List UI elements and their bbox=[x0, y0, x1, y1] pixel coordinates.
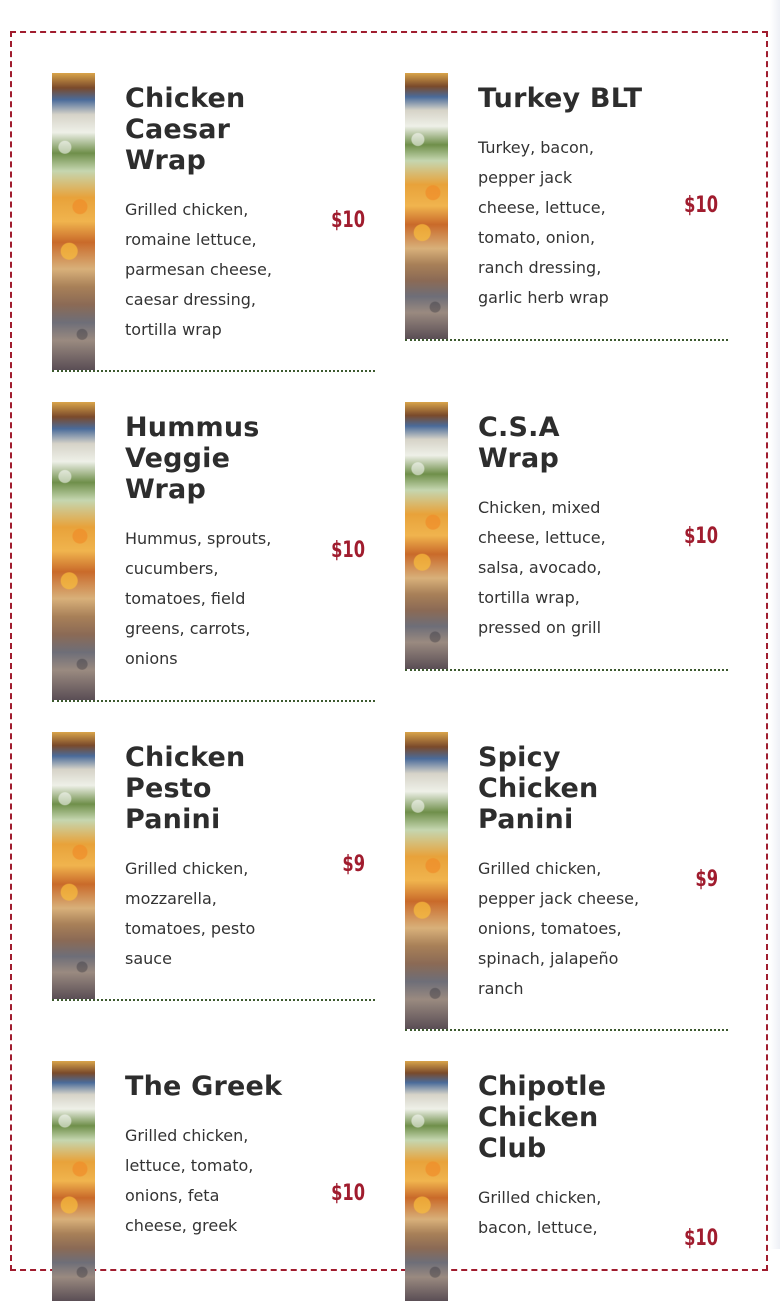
item-name: Chipotle Chicken Club bbox=[478, 1071, 607, 1164]
item-description: Chicken, mixed cheese, lettuce, salsa, avocado, tortilla wrap, pressed on grill bbox=[478, 498, 606, 637]
item-name: Hummus Veggie Wrap bbox=[125, 412, 260, 505]
item-description: Grilled chicken, romaine lettuce, parmesan cheese, caesar dressing, tortilla wrap bbox=[125, 200, 272, 339]
page-scroll-rail bbox=[770, 0, 780, 1249]
item-price: $10 bbox=[684, 524, 718, 549]
item-price: $10 bbox=[684, 193, 718, 218]
food-photo-icon bbox=[52, 1061, 95, 1301]
menu-item-turkey-blt[interactable] bbox=[405, 73, 728, 341]
item-name: Turkey BLT bbox=[478, 83, 643, 114]
food-photo-icon bbox=[52, 402, 95, 700]
menu-frame bbox=[10, 31, 768, 1271]
item-description: Grilled chicken, pepper jack cheese, onions, tomatoes, spinach, jalapeño ranch bbox=[478, 859, 640, 998]
item-name: Spicy Chicken Panini bbox=[478, 742, 599, 835]
item-price: $10 bbox=[331, 538, 365, 563]
item-description: Grilled chicken, mozzarella, tomatoes, pesto sauce bbox=[125, 859, 256, 968]
food-photo-icon bbox=[405, 1061, 448, 1301]
item-price: $9 bbox=[342, 852, 365, 877]
menu-item-csa-wrap[interactable] bbox=[405, 402, 728, 671]
item-description: Turkey, bacon, pepper jack cheese, lettuce, tomato, onion, ranch dressing, garlic herb wrap bbox=[478, 138, 609, 307]
food-photo-icon bbox=[52, 73, 95, 370]
item-price: $10 bbox=[684, 1226, 718, 1251]
menu-item-spicy-chicken-panini[interactable] bbox=[405, 732, 728, 1031]
item-name: C.S.A Wrap bbox=[478, 412, 560, 474]
item-price: $9 bbox=[695, 867, 718, 892]
menu-item-hummus-veggie-wrap[interactable] bbox=[52, 402, 375, 702]
item-name: Chicken Pesto Panini bbox=[125, 742, 246, 835]
menu-item-chicken-caesar-wrap[interactable] bbox=[52, 73, 375, 372]
menu-item-chicken-pesto-panini[interactable] bbox=[52, 732, 375, 1001]
item-description: Grilled chicken, lettuce, tomato, onions, feta cheese, greek bbox=[125, 1126, 254, 1235]
food-photo-icon bbox=[52, 732, 95, 999]
food-photo-icon bbox=[405, 402, 448, 669]
item-description: Grilled chicken, bacon, lettuce, bbox=[478, 1188, 602, 1237]
menu-item-chipotle-chicken-club[interactable] bbox=[405, 1061, 728, 1301]
item-description: Hummus, sprouts, cucumbers, tomatoes, field greens, carrots, onions bbox=[125, 529, 272, 668]
food-photo-icon bbox=[405, 73, 448, 339]
food-photo-icon bbox=[405, 732, 448, 1029]
item-name: The Greek bbox=[125, 1071, 283, 1102]
item-price: $10 bbox=[331, 1181, 365, 1206]
item-name: Chicken Caesar Wrap bbox=[125, 83, 246, 176]
item-price: $10 bbox=[331, 208, 365, 233]
menu-item-the-greek[interactable] bbox=[52, 1061, 375, 1301]
